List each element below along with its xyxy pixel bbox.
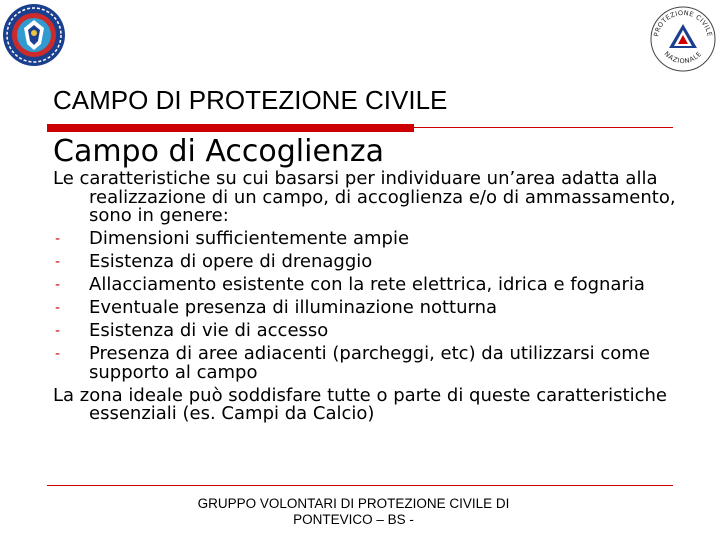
closing-paragraph: La zona ideale può soddisfare tutte o parte di queste caratteristiche essenziali (es. Campi da Calcio) <box>53 384 667 424</box>
bullet-dash: - <box>55 346 61 362</box>
divider-thick <box>47 124 414 132</box>
bullet-dash: - <box>55 254 61 270</box>
bullet-text: Presenza di aree adiacenti (parcheggi, etc) da utilizzarsi come supporto al campo <box>89 343 650 383</box>
emblem-icon <box>0 2 68 68</box>
footer-divider <box>47 485 673 486</box>
page-title: CAMPO DI PROTEZIONE CIVILE <box>53 85 448 115</box>
logo-text-top: PROTEZIONE CIVILE <box>652 8 714 38</box>
title-divider <box>47 124 673 132</box>
protezione-civile-icon <box>646 2 720 72</box>
bullet-dash: - <box>55 277 61 293</box>
bullet-item <box>53 276 683 295</box>
footer-text: GRUPPO VOLONTARI DI PROTEZIONE CIVILE DI PONTEVICO – BS - <box>197 496 510 527</box>
bullet-item <box>53 322 683 341</box>
protezione-civile-logo <box>646 2 720 72</box>
bullet-dash: - <box>55 323 61 339</box>
logo-text-bottom: NAZIONALE <box>662 49 704 66</box>
intro-paragraph: Le caratteristiche su cui basarsi per individuare un’area adatta alla realizzazione di un campo, di accoglienza e/o di ammassamento, sono in genere: <box>53 168 676 226</box>
bullet-dash: - <box>55 300 61 316</box>
divider-thin <box>414 127 673 128</box>
bullet-item <box>53 253 683 272</box>
bullet-text: Eventuale presenza di illuminazione notturna <box>89 297 498 318</box>
slide-subtitle: Campo di Accoglienza <box>53 134 385 169</box>
bullet-item <box>53 230 683 249</box>
bullet-dash: - <box>55 231 61 247</box>
bullet-item <box>53 345 683 382</box>
emblem-logo <box>0 2 68 68</box>
slide-body <box>53 170 683 424</box>
bullet-text: Dimensioni sufficientemente ampie <box>89 228 410 249</box>
bullet-text: Esistenza di opere di drenaggio <box>89 251 373 272</box>
bullet-text: Esistenza di vie di accesso <box>89 320 329 341</box>
bullet-item <box>53 299 683 318</box>
bullet-text: Allacciamento esistente con la rete elettrica, idrica e fognaria <box>89 274 645 295</box>
